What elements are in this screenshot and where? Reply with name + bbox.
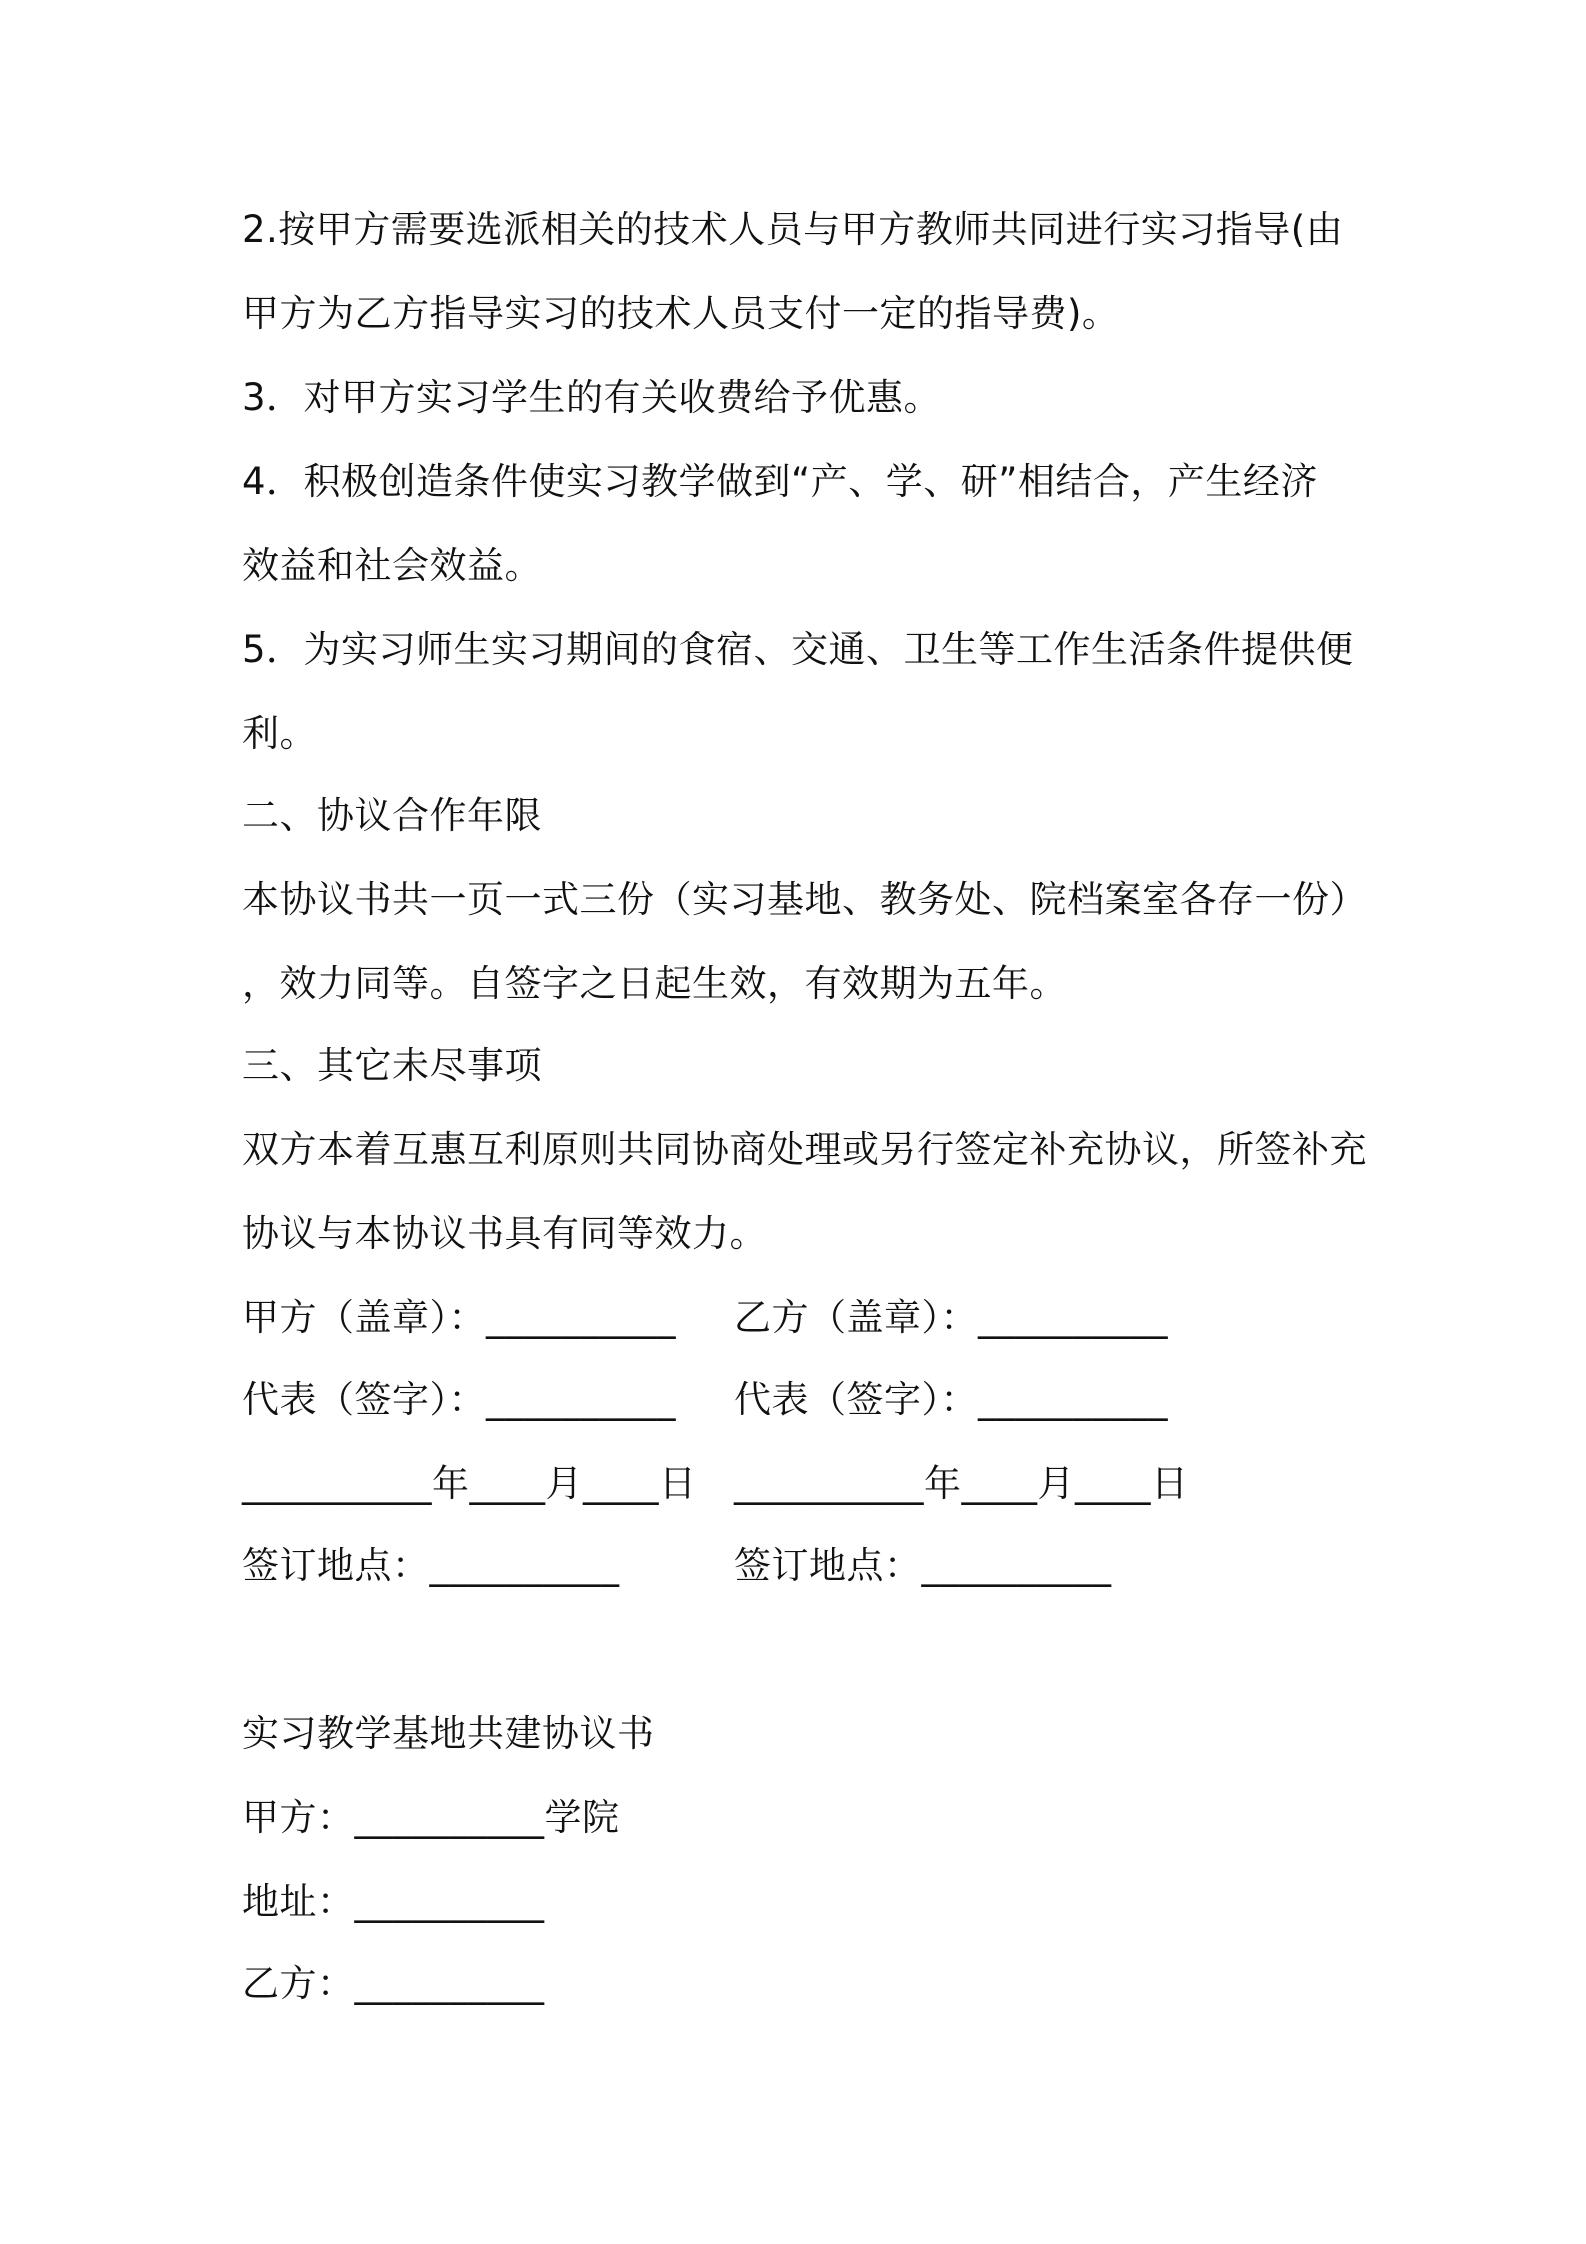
signature-row-seal: [242, 1292, 1362, 1344]
paragraph-line: 甲方为乙方指导实习的技术人员支付一定的指导费)。: [242, 292, 1120, 335]
section-heading: 三、其它未尽事项: [242, 1044, 542, 1087]
paragraph-line: 利。: [242, 712, 317, 755]
paragraph-line: 5．为实习师生实习期间的食宿、交通、卫生等工作生活条件提供便: [242, 628, 1354, 671]
paragraph-line: 2.按甲方需要选派相关的技术人员与甲方教师共同进行实习指导(由: [242, 208, 1344, 251]
signature-row-representative: [242, 1374, 1362, 1426]
party-b-representative: 代表（签字）：__________: [734, 1378, 1168, 1421]
party-b-field: 乙方：__________: [242, 1962, 545, 2005]
paragraph-line: 本协议书共一页一式三份（实习基地、教务处、院档案室各存一份）: [242, 878, 1367, 921]
party-a-date: __________年____月____日: [242, 1462, 697, 1505]
party-a-place: 签订地点：__________: [242, 1544, 620, 1587]
paragraph-line: 协议与本协议书具有同等效力。: [242, 1212, 767, 1255]
paragraph-line: 4．积极创造条件使实习教学做到“产、学、研”相结合，产生经济: [242, 460, 1318, 503]
section-heading: 二、协议合作年限: [242, 794, 542, 837]
signature-row-place: [242, 1540, 1362, 1592]
party-a-field: 甲方：__________学院: [242, 1796, 620, 1839]
paragraph-line: 双方本着互惠互利原则共同协商处理或另行签定补充协议，所签补充: [242, 1128, 1367, 1171]
party-b-place: 签订地点：__________: [734, 1544, 1112, 1587]
party-a-representative: 代表（签字）：__________: [242, 1378, 676, 1421]
signature-row-date: [242, 1458, 1362, 1510]
paragraph-line: 3．对甲方实习学生的有关收费给予优惠。: [242, 376, 942, 419]
paragraph-line: 效益和社会效益。: [242, 544, 542, 587]
party-b-date: __________年____月____日: [734, 1462, 1189, 1505]
second-document-title: 实习教学基地共建协议书: [242, 1712, 655, 1755]
address-field: 地址：__________: [242, 1880, 545, 1923]
paragraph-line: ，效力同等。自签字之日起生效，有效期为五年。: [242, 962, 1067, 1005]
party-a-seal: 甲方（盖章）：__________: [242, 1296, 676, 1339]
party-b-seal: 乙方（盖章）：__________: [734, 1296, 1168, 1339]
